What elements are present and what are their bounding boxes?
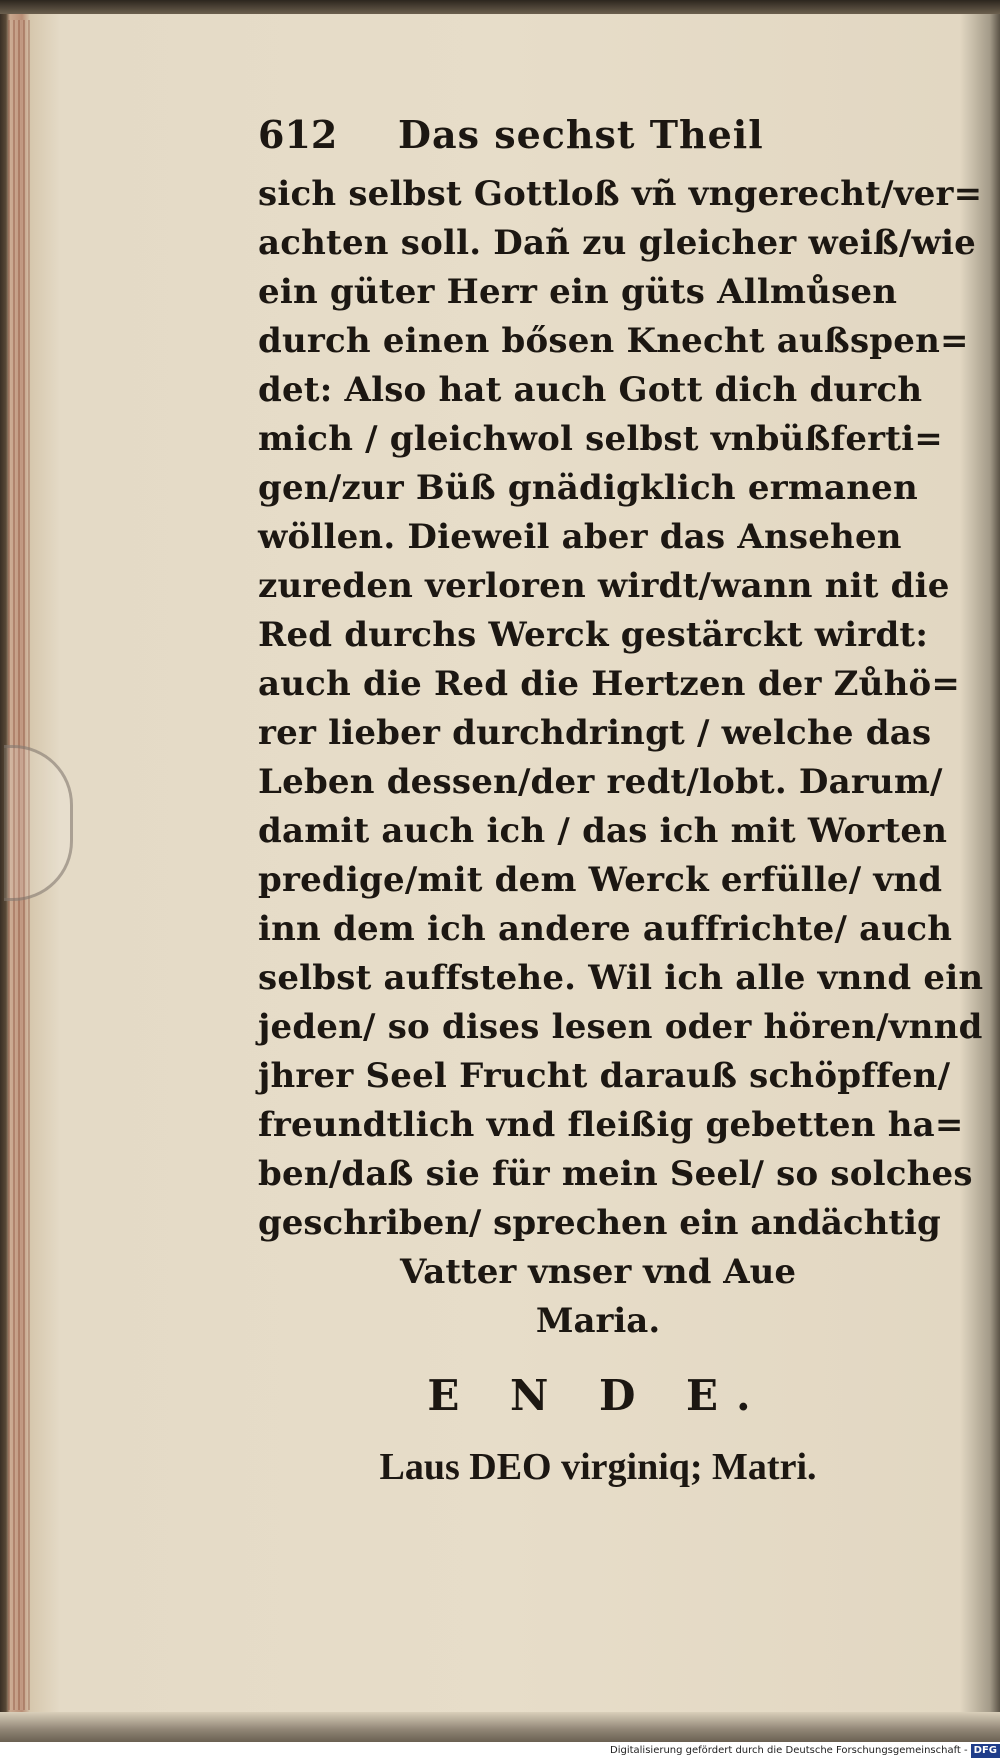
- text-line: Leben dessen/der redt/lobt. Darum/: [258, 762, 943, 802]
- book-top-edge: [0, 0, 1000, 14]
- text-line: sich selbst Gottloß vñ vngerecht/ver=: [258, 174, 983, 214]
- text-line: durch einen bősen Knecht außspen=: [258, 321, 969, 361]
- text-line: jeden/ so dises lesen oder hören/vnnd: [258, 1007, 983, 1047]
- dfg-logo: DFG: [971, 1744, 1000, 1758]
- text-line: mich / gleichwol selbst vnbüßferti=: [258, 419, 943, 459]
- laus-deo-line: Laus DEO virginiq; Matri.: [379, 1446, 817, 1488]
- page-clip: [4, 745, 73, 901]
- text-line: zureden verloren wirdt/wann nit die: [258, 566, 950, 606]
- digitization-credit: [608, 1744, 1000, 1758]
- text-line: jhrer Seel Frucht darauß schöpffen/: [258, 1056, 951, 1096]
- text-line: damit auch ich / das ich mit Worten: [258, 811, 948, 851]
- text-line: det: Also hat auch Gott dich durch: [258, 370, 923, 410]
- page-header: [258, 112, 958, 170]
- running-head: Das sechst Theil: [398, 112, 764, 157]
- text-line: ben/daß sie für mein Seel/ so solches: [258, 1154, 973, 1194]
- text-line: rer lieber durchdringt / welche das: [258, 713, 932, 753]
- centered-line: geschriben/ sprechen ein andächtig: [258, 1203, 941, 1243]
- book-bottom-edge: [0, 1712, 1000, 1742]
- text-line: wöllen. Dieweil aber das Ansehen: [258, 517, 902, 557]
- text-line: predige/mit dem Werck erfülle/ vnd: [258, 860, 943, 900]
- text-line: ein güter Herr ein güts Allmůsen: [258, 272, 898, 312]
- ende-heading: E N D E.: [427, 1371, 769, 1420]
- credit-text: Digitalisierung gefördert durch die Deutsche Forschungsgemeinschaft -: [610, 1745, 968, 1756]
- text-line: gen/zur Büß gnädigklich ermanen: [258, 468, 918, 508]
- text-line: achten soll. Dañ zu gleicher weiß/wie: [258, 223, 976, 263]
- text-line: auch die Red die Hertzen der Zůhö=: [258, 664, 961, 704]
- text-line: selbst auffstehe. Wil ich alle vnnd ein: [258, 958, 984, 998]
- page-number: 612: [258, 112, 338, 157]
- text-line: inn dem ich andere auffrichte/ auch: [258, 909, 953, 949]
- text-line: Red durchs Werck gestärckt wirdt:: [258, 615, 929, 655]
- centered-line: Maria.: [535, 1301, 661, 1341]
- centered-line: Vatter vnser vnd Aue: [400, 1252, 796, 1292]
- page-text: [258, 112, 984, 1502]
- text-line: freundtlich vnd fleißig gebetten ha=: [258, 1105, 964, 1145]
